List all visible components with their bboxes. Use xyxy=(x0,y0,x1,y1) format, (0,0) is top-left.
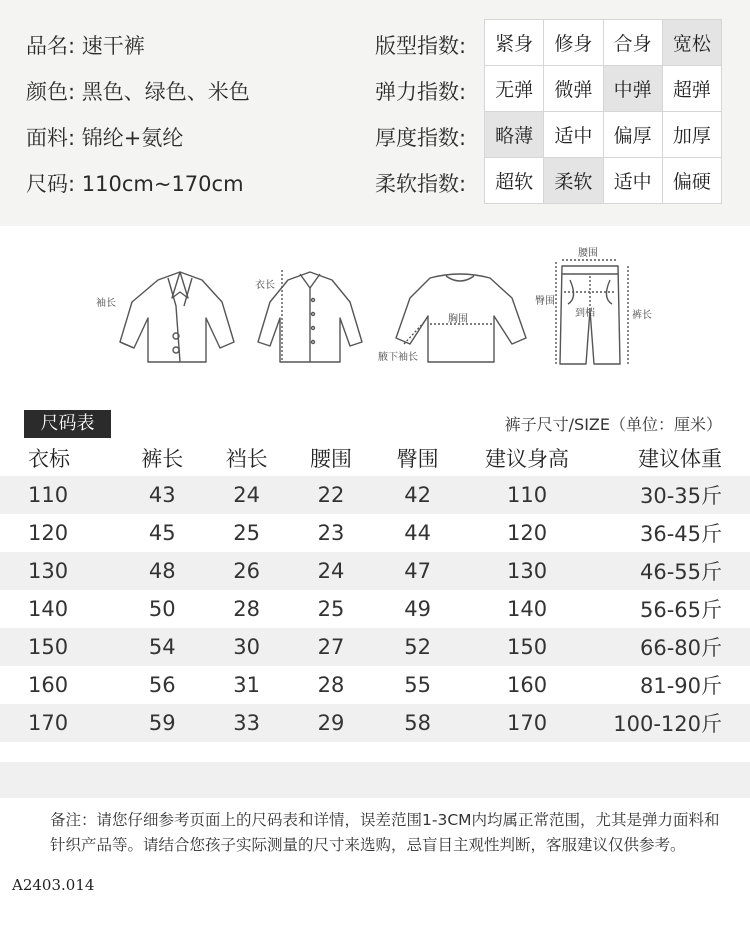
product-code: A2403.014 xyxy=(12,876,95,894)
chest-label: 胸围 xyxy=(448,314,468,325)
measurement-illustrations xyxy=(0,240,750,380)
table-cell: 28 xyxy=(317,673,345,697)
thickness-option: 加厚 xyxy=(662,112,721,158)
remark-note: 备注：请您仔细参考页面上的尺码表和详情，误差范围1-3CM内均属正常范围，尤其是弹力面料和针织产品等。请结合您孩子实际测量的尺寸来选购，忌盲目主观性判断，客服建议仅供参考。 xyxy=(50,811,720,854)
table-cell: 43 xyxy=(120,476,204,514)
table-row xyxy=(0,666,750,704)
table-cell: 100-120斤 xyxy=(592,704,750,742)
sleeve-length-label: 袖长 xyxy=(96,298,116,309)
product-fabric-value: 锦纶+氨纶 xyxy=(81,126,184,150)
size-unit-note: 裤子尺寸/SIZE（单位：厘米） xyxy=(504,415,722,434)
table-cell: 25 xyxy=(317,597,345,621)
table-cell: 24 xyxy=(204,476,288,514)
softness-option: 适中 xyxy=(603,158,662,204)
fit-index-row xyxy=(485,20,722,66)
garment-length-label: 衣长 xyxy=(255,280,275,291)
table-cell: 59 xyxy=(120,704,204,742)
size-chart-badge: 尺码表 xyxy=(24,410,111,438)
size-chart-table xyxy=(0,440,750,742)
table-cell: 33 xyxy=(204,704,288,742)
header-cell: 腰围 xyxy=(310,447,353,471)
product-color-line xyxy=(26,76,250,106)
table-cell: 56-65斤 xyxy=(639,598,722,622)
table-cell: 45 xyxy=(148,521,176,545)
table-cell: 36-45斤 xyxy=(639,522,722,546)
table-cell: 130 xyxy=(462,552,592,590)
header-cell: 裤长 xyxy=(141,447,184,471)
thickness-option: 适中 xyxy=(544,112,603,158)
table-cell: 140 xyxy=(28,597,69,621)
product-color-value: 黑色、绿色、米色 xyxy=(81,80,250,104)
stretch-option: 超弹 xyxy=(662,66,721,112)
header-cell: 建议身高 xyxy=(485,447,570,471)
table-cell: 42 xyxy=(373,476,462,514)
hip-label: 臀围 xyxy=(535,296,555,307)
table-cell: 25 xyxy=(233,521,260,545)
underarm-sleeve-label: 腋下袖长 xyxy=(378,352,418,363)
softness-option: 偏硬 xyxy=(662,158,721,204)
jacket-illustration xyxy=(120,272,234,362)
table-cell: 150 xyxy=(462,628,592,666)
table-cell: 23 xyxy=(317,521,345,545)
table-cell: 30-35斤 xyxy=(592,476,750,514)
table-cell: 49 xyxy=(404,597,431,621)
fit-option: 宽松 xyxy=(662,20,721,66)
table-cell: 54 xyxy=(120,628,204,666)
table-cell: 44 xyxy=(404,521,431,545)
fit-index-label: 版型指数: xyxy=(375,34,467,58)
size-chart-header-row xyxy=(0,440,750,476)
thickness-option: 略薄 xyxy=(485,112,544,158)
softness-index-row xyxy=(485,158,722,204)
product-name-line xyxy=(26,30,145,60)
table-row xyxy=(0,514,750,552)
softness-option: 超软 xyxy=(485,158,544,204)
table-row xyxy=(0,552,750,590)
table-cell: 110 xyxy=(462,476,592,514)
softness-option: 柔软 xyxy=(544,158,603,204)
table-cell: 52 xyxy=(373,628,462,666)
table-cell: 27 xyxy=(289,628,373,666)
stretch-option: 无弹 xyxy=(485,66,544,112)
table-cell: 130 xyxy=(0,552,120,590)
table-cell: 29 xyxy=(289,704,373,742)
fit-option: 合身 xyxy=(603,20,662,66)
stretch-option: 微弹 xyxy=(544,66,603,112)
pants-length-label: 裤长 xyxy=(632,310,652,321)
stretch-option: 中弹 xyxy=(603,66,662,112)
table-cell: 160 xyxy=(28,673,69,697)
header-cell: 臀围 xyxy=(396,447,439,471)
table-cell: 26 xyxy=(204,552,288,590)
table-row xyxy=(0,590,750,628)
table-cell: 55 xyxy=(404,673,431,697)
waist-label: 腰围 xyxy=(578,248,598,259)
stretch-index-row xyxy=(485,66,722,112)
thickness-option: 偏厚 xyxy=(603,112,662,158)
product-size-value: 110cm~170cm xyxy=(81,172,244,196)
softness-index-label: 柔软指数: xyxy=(375,172,467,196)
thickness-index-row xyxy=(485,112,722,158)
table-cell: 160 xyxy=(506,673,548,697)
fit-option: 紧身 xyxy=(485,20,544,66)
table-cell: 58 xyxy=(373,704,462,742)
table-row xyxy=(0,628,750,666)
table-cell: 24 xyxy=(289,552,373,590)
crotch-label: 到档 xyxy=(575,308,595,319)
table-cell: 31 xyxy=(233,673,260,697)
table-cell: 140 xyxy=(506,597,548,621)
product-color-label: 颜色: xyxy=(26,80,76,104)
table-row xyxy=(0,704,750,742)
fit-option: 修身 xyxy=(544,20,603,66)
table-cell: 47 xyxy=(373,552,462,590)
thickness-index-label: 厚度指数: xyxy=(375,126,467,150)
product-fabric-label: 面料: xyxy=(26,126,76,150)
table-cell: 66-80斤 xyxy=(592,628,750,666)
table-cell: 22 xyxy=(289,476,373,514)
index-grid xyxy=(484,19,722,204)
table-row xyxy=(0,476,750,514)
header-cell: 裆长 xyxy=(225,447,268,471)
table-cell: 170 xyxy=(462,704,592,742)
table-cell: 170 xyxy=(0,704,120,742)
header-cell: 建议体重 xyxy=(638,447,722,471)
table-cell: 150 xyxy=(0,628,120,666)
table-cell: 46-55斤 xyxy=(592,552,750,590)
stretch-index-label: 弹力指数: xyxy=(375,80,467,104)
table-cell: 120 xyxy=(506,521,548,545)
product-name-value: 速干裤 xyxy=(81,34,145,58)
table-cell: 56 xyxy=(148,673,176,697)
product-size-line xyxy=(26,168,244,198)
header-cell: 衣标 xyxy=(28,447,70,471)
table-cell: 50 xyxy=(148,597,176,621)
table-cell: 81-90斤 xyxy=(639,674,722,698)
table-cell: 120 xyxy=(28,521,69,545)
product-size-label: 尺码: xyxy=(26,172,76,196)
product-name-label: 品名: xyxy=(26,34,76,58)
table-cell: 28 xyxy=(233,597,260,621)
table-cell: 30 xyxy=(204,628,288,666)
product-fabric-line xyxy=(26,122,183,152)
divider-band xyxy=(0,762,750,798)
table-cell: 48 xyxy=(120,552,204,590)
table-cell: 110 xyxy=(0,476,120,514)
